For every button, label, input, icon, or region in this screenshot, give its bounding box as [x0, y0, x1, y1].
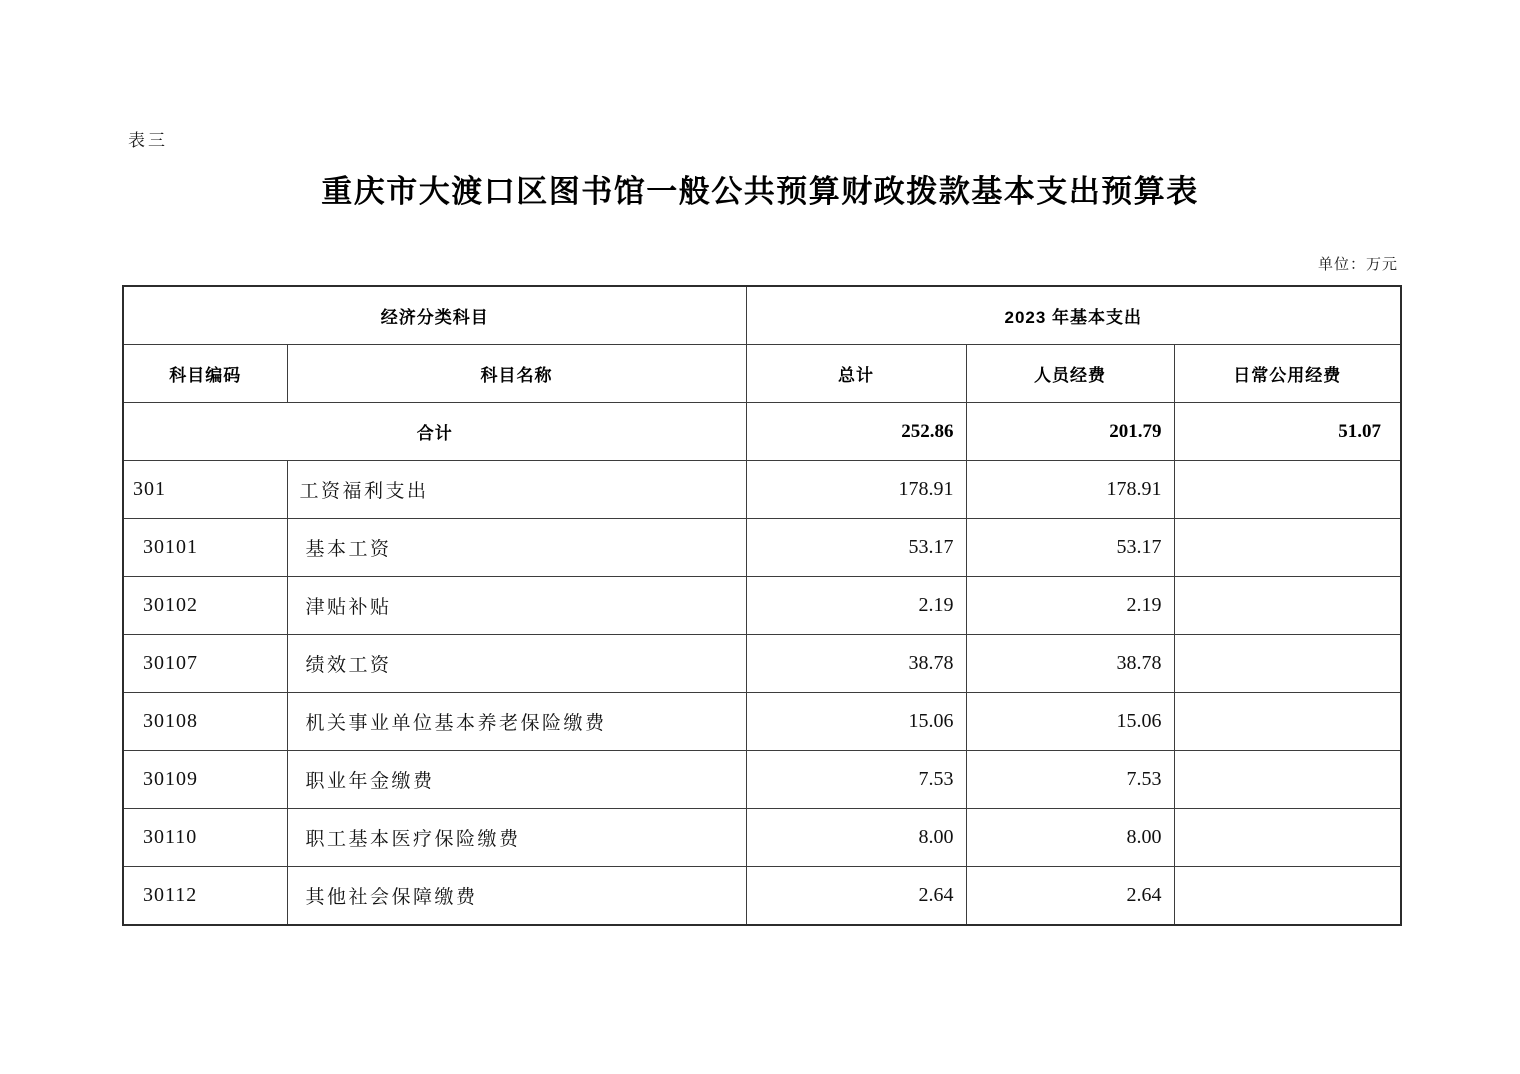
budget-table	[122, 285, 1402, 926]
table-number-label: 表三	[128, 131, 168, 150]
subject-code-cell: 30112	[123, 867, 287, 926]
header-daily-public-expense: 日常公用经费	[1174, 345, 1401, 403]
subject-code-cell: 30102	[123, 577, 287, 635]
header-2023-basic-expenditure: 2023 年基本支出	[746, 286, 1401, 345]
personnel-cell: 7.53	[966, 751, 1174, 809]
table-row	[123, 577, 1401, 635]
table-row	[123, 461, 1401, 519]
subject-code-cell: 30109	[123, 751, 287, 809]
header-subject-code: 科目编码	[123, 345, 287, 403]
daily-cell	[1174, 809, 1401, 867]
table-row	[123, 751, 1401, 809]
subject-code-cell: 30110	[123, 809, 287, 867]
subject-code-cell: 30108	[123, 693, 287, 751]
header-economic-classification: 经济分类科目	[123, 286, 746, 345]
table-row	[123, 519, 1401, 577]
total-row	[123, 403, 1401, 461]
subject-code-cell: 301	[123, 461, 287, 519]
header-personnel-expense: 人员经费	[966, 345, 1174, 403]
personnel-cell: 2.64	[966, 867, 1174, 926]
total-cell: 15.06	[746, 693, 966, 751]
subject-name-cell: 职工基本医疗保险缴费	[287, 809, 746, 867]
total-row-total-value: 252.86	[746, 403, 966, 461]
daily-cell	[1174, 519, 1401, 577]
daily-cell	[1174, 751, 1401, 809]
total-row-daily-value: 51.07	[1174, 403, 1401, 461]
total-cell: 7.53	[746, 751, 966, 809]
daily-cell	[1174, 635, 1401, 693]
personnel-cell: 38.78	[966, 635, 1174, 693]
header-group-row	[123, 286, 1401, 345]
subject-name-cell: 绩效工资	[287, 635, 746, 693]
personnel-cell: 15.06	[966, 693, 1174, 751]
table-row	[123, 867, 1401, 926]
table-row	[123, 809, 1401, 867]
personnel-cell: 2.19	[966, 577, 1174, 635]
personnel-cell: 53.17	[966, 519, 1174, 577]
header-total: 总计	[746, 345, 966, 403]
subject-name-cell: 基本工资	[287, 519, 746, 577]
header-columns-row	[123, 345, 1401, 403]
daily-cell	[1174, 577, 1401, 635]
total-row-label: 合计	[123, 403, 746, 461]
daily-cell	[1174, 867, 1401, 926]
daily-cell	[1174, 693, 1401, 751]
total-cell: 178.91	[746, 461, 966, 519]
total-row-personnel-value: 201.79	[966, 403, 1174, 461]
unit-note: 单位：万元	[1317, 257, 1398, 273]
total-cell: 38.78	[746, 635, 966, 693]
personnel-cell: 8.00	[966, 809, 1174, 867]
subject-name-cell: 职业年金缴费	[287, 751, 746, 809]
total-cell: 53.17	[746, 519, 966, 577]
subject-name-cell: 津贴补贴	[287, 577, 746, 635]
table-row	[123, 693, 1401, 751]
page-title: 重庆市大渡口区图书馆一般公共预算财政拨款基本支出预算表	[321, 174, 1199, 209]
subject-name-cell: 工资福利支出	[287, 461, 746, 519]
daily-cell	[1174, 461, 1401, 519]
header-subject-name: 科目名称	[287, 345, 746, 403]
subject-code-cell: 30107	[123, 635, 287, 693]
subject-name-cell: 机关事业单位基本养老保险缴费	[287, 693, 746, 751]
total-cell: 8.00	[746, 809, 966, 867]
total-cell: 2.64	[746, 867, 966, 926]
personnel-cell: 178.91	[966, 461, 1174, 519]
table-row	[123, 635, 1401, 693]
subject-code-cell: 30101	[123, 519, 287, 577]
total-cell: 2.19	[746, 577, 966, 635]
subject-name-cell: 其他社会保障缴费	[287, 867, 746, 926]
